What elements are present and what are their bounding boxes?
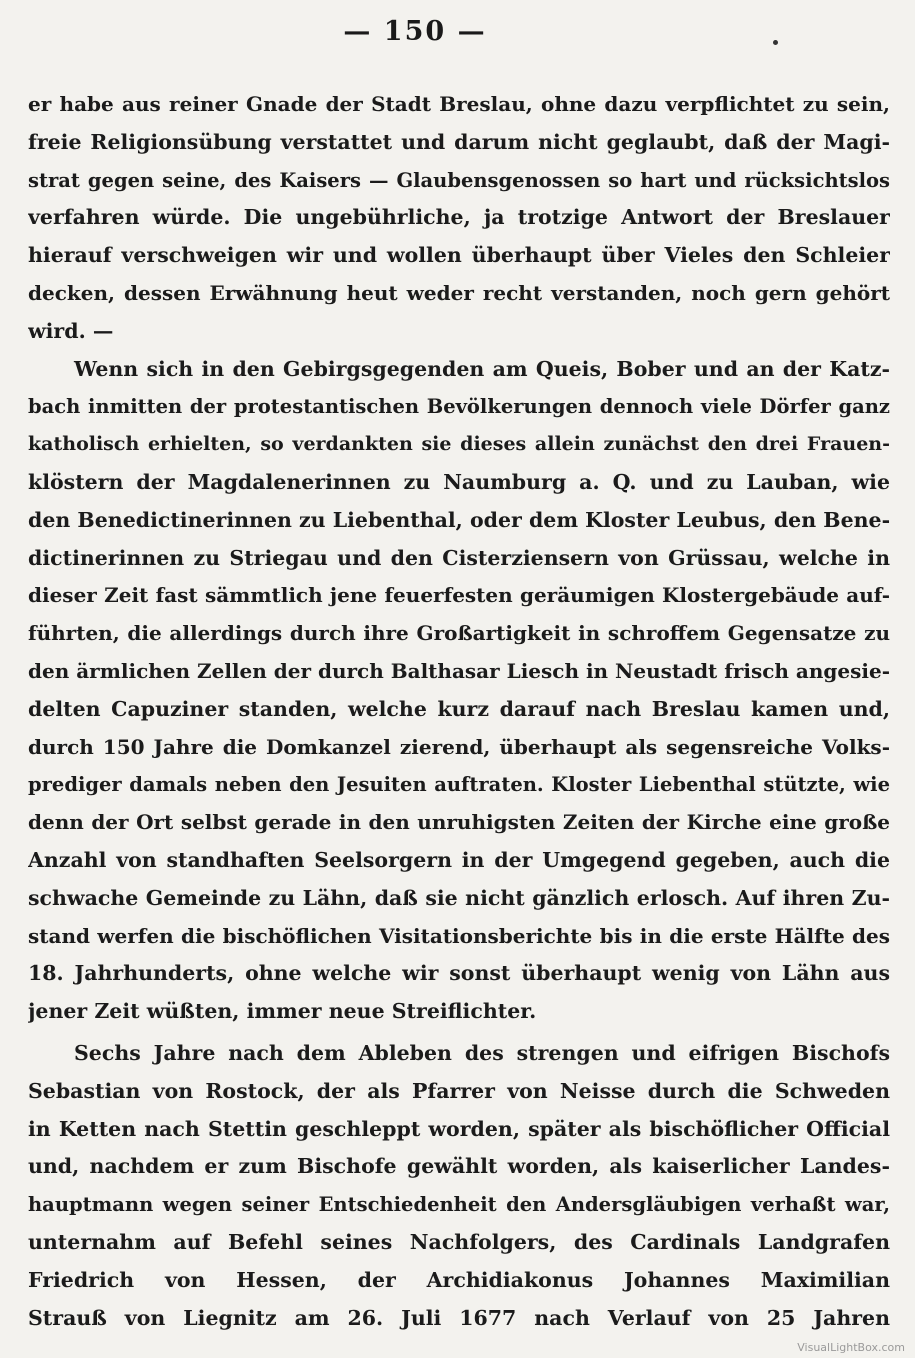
page-number: — 150 — — [343, 16, 487, 47]
ink-speck — [773, 40, 778, 45]
text-line: und, nachdem er zum Bischofe gewählt worden, als kaiserlicher Landes- — [28, 1154, 890, 1179]
text-line: delten Capuziner standen, welche kurz darauf nach Breslau kamen und, — [28, 696, 890, 721]
text-line: dieser Zeit fast sämmtlich jene feuerfesten geräumigen Klostergebäude auf- — [28, 583, 890, 608]
text-line: hauptmann wegen seiner Entschiedenheit den Andersgläubigen verhaßt war, — [28, 1193, 890, 1217]
text-line: decken, dessen Erwähnung heut weder recht verstanden, noch gern gehört — [28, 280, 890, 305]
text-line: Sechs Jahre nach dem Ableben des strengen und eifrigen Bischofs — [74, 1040, 890, 1065]
text-line: Anzahl von standhaften Seelsorgern in der Umgegend gegeben, auch die — [28, 847, 890, 872]
text-line: 18. Jahrhunderts, ohne welche wir sonst überhaupt wenig von Lähn aus — [28, 961, 890, 986]
text-line: den Benedictinerinnen zu Liebenthal, oder dem Kloster Leubus, den Bene- — [28, 507, 890, 532]
text-line: durch 150 Jahre die Domkanzel zierend, überhaupt als segensreiche Volks- — [28, 734, 890, 759]
text-line: prediger damals neben den Jesuiten auftraten. Kloster Liebenthal stützte, wie — [28, 773, 890, 797]
text-line: denn der Ort selbst gerade in den unruhigsten Zeiten der Kirche eine große — [28, 810, 890, 835]
text-line: dictinerinnen zu Striegau und den Cisterziensern von Grüssau, welche in — [28, 545, 890, 570]
watermark: VisualLightBox.com — [797, 1341, 905, 1354]
text-line: bach inmitten der protestantischen Bevölkerungen dennoch viele Dörfer ganz — [28, 395, 890, 419]
text-line: schwache Gemeinde zu Lähn, daß sie nicht gänzlich erlosch. Auf ihren Zu- — [28, 885, 890, 910]
paragraph — [28, 1035, 890, 1337]
text-line: wird. — — [28, 318, 114, 343]
text-line: unternahm auf Befehl seines Nachfolgers, des Cardinals Landgrafen — [28, 1229, 890, 1254]
text-line: Strauß von Liegnitz am 26. Juli 1677 nach Verlauf von 25 Jahren — [28, 1305, 890, 1330]
text-line: freie Religionsübung verstattet und darum nicht geglaubt, daß der Magi- — [28, 129, 890, 154]
text-line: katholisch erhielten, so verdankten sie dieses allein zunächst den drei Frauen- — [28, 433, 890, 456]
text-line: verfahren würde. Die ungebührliche, ja trotzige Antwort der Breslauer — [28, 205, 890, 230]
text-line: führten, die allerdings durch ihre Großartigkeit in schroffem Gegensatze zu — [28, 621, 890, 646]
text-line: den ärmlichen Zellen der durch Balthasar Liesch in Neustadt frisch angesie- — [28, 658, 890, 683]
text-line: Friedrich von Hessen, der Archidiakonus Johannes Maximilian — [28, 1267, 890, 1292]
paragraph — [28, 351, 890, 1031]
text-line: strat gegen seine, des Kaisers — Glaubensgenossen so hart und rücksichtslos — [28, 168, 890, 192]
text-line: Sebastian von Rostock, der als Pfarrer von Neisse durch die Schweden — [28, 1078, 890, 1103]
text-line: stand werfen die bischöflichen Visitationsberichte bis in die erste Hälfte des — [28, 923, 890, 948]
text-line: in Ketten nach Stettin geschleppt worden, später als bischöflicher Official — [28, 1116, 890, 1141]
text-line: klöstern der Magdalenerinnen zu Naumburg a. Q. und zu Lauban, wie — [28, 469, 890, 494]
text-line: jener Zeit wüßten, immer neue Streiflichter. — [28, 999, 537, 1024]
text-line: hierauf verschweigen wir und wollen überhaupt über Vieles den Schleier — [28, 243, 890, 268]
text-line: er habe aus reiner Gnade der Stadt Breslau, ohne dazu verpflichtet zu sein, — [28, 92, 890, 116]
body-text — [28, 86, 890, 1337]
text-line: Wenn sich in den Gebirgsgegenden am Queis, Bober und an der Katz- — [74, 356, 890, 381]
paragraph — [28, 86, 890, 351]
